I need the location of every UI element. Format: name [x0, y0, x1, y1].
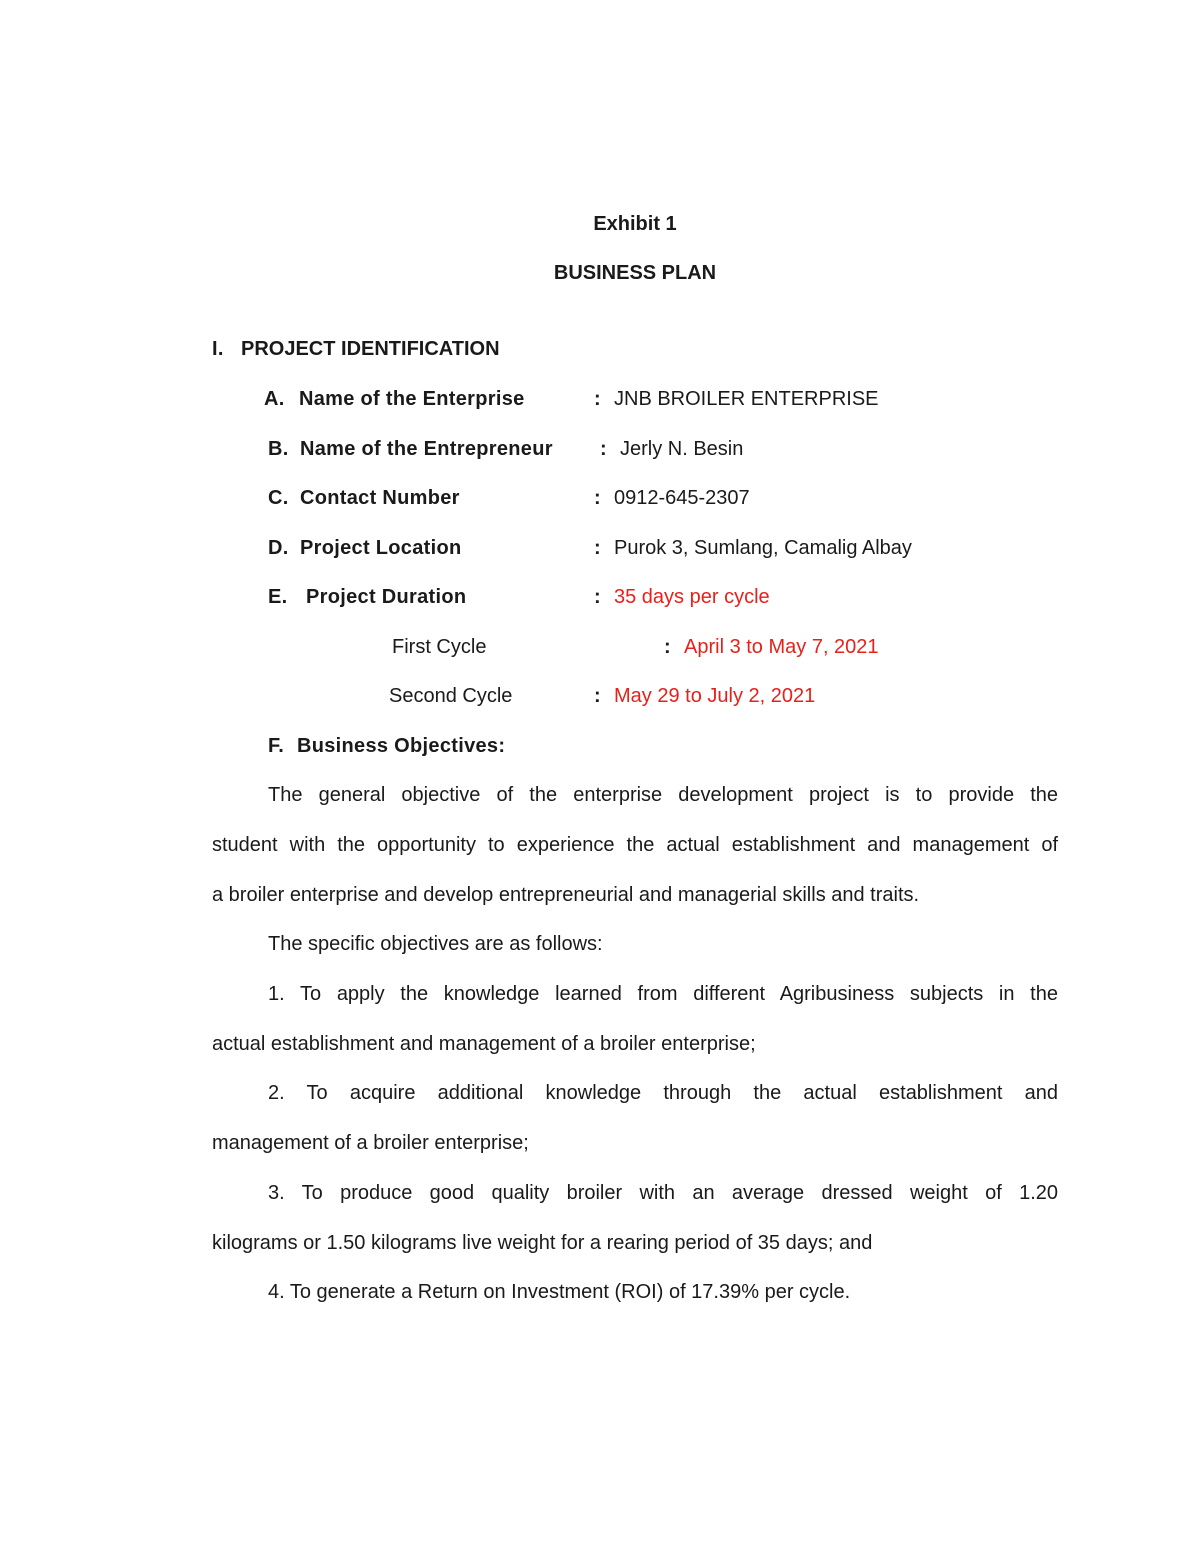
- item-value-location: Purok 3, Sumlang, Camalig Albay: [614, 537, 912, 559]
- item-colon-d: :: [594, 537, 601, 559]
- item-label-entrepreneur: Name of the Entrepreneur: [300, 438, 553, 460]
- section-title: PROJECT IDENTIFICATION: [241, 338, 500, 360]
- item-colon-c: :: [594, 487, 601, 509]
- cycle-colon-first: :: [664, 636, 671, 658]
- cycle-colon-second: :: [594, 685, 601, 707]
- item-colon-e: :: [594, 586, 601, 608]
- item-label-contact: Contact Number: [300, 487, 460, 509]
- item-label-location: Project Location: [300, 537, 462, 559]
- item-colon-a: :: [594, 388, 601, 410]
- paragraph-line: 1. To apply the knowledge learned from different Agribusiness subjects in the: [268, 983, 1058, 1005]
- section-number: I.: [212, 338, 224, 360]
- cycle-value-second: May 29 to July 2, 2021: [614, 685, 816, 707]
- paragraph-line: a broiler enterprise and develop entrepreneurial and managerial skills and traits.: [212, 884, 920, 906]
- cycle-label-first: First Cycle: [392, 636, 487, 658]
- paragraph-line: management of a broiler enterprise;: [212, 1132, 529, 1154]
- general-objective-paragraph: [212, 770, 1058, 920]
- specific-objectives-intro: The specific objectives are as follows:: [268, 933, 603, 955]
- item-letter-d: D.: [268, 537, 289, 559]
- paragraph-line: actual establishment and management of a broiler enterprise;: [212, 1033, 756, 1055]
- objective-item-3: [212, 1168, 1058, 1268]
- paragraph-line: The general objective of the enterprise development project is to provide the: [268, 784, 1058, 806]
- item-label-enterprise: Name of the Enterprise: [299, 388, 525, 410]
- item-value-entrepreneur: Jerly N. Besin: [620, 438, 744, 460]
- item-value-enterprise: JNB BROILER ENTERPRISE: [614, 388, 879, 410]
- document-title: BUSINESS PLAN: [553, 262, 717, 284]
- objective-item-1: [212, 969, 1058, 1069]
- paragraph-line: 4. To generate a Return on Investment (ROI) of 17.39% per cycle.: [268, 1281, 851, 1303]
- item-label-duration: Project Duration: [306, 586, 467, 608]
- paragraph-line: student with the opportunity to experience the actual establishment and management of: [212, 834, 1058, 856]
- objective-item-4: [212, 1267, 1058, 1317]
- paragraph-line: kilograms or 1.50 kilograms live weight for a rearing period of 35 days; and: [212, 1232, 873, 1254]
- item-value-duration: 35 days per cycle: [614, 586, 770, 608]
- paragraph-line: 2. To acquire additional knowledge through the actual establishment and: [268, 1082, 1058, 1104]
- cycle-value-first: April 3 to May 7, 2021: [684, 636, 879, 658]
- exhibit-label: Exhibit 1: [593, 213, 677, 235]
- item-letter-b: B.: [268, 438, 289, 460]
- objectives-heading: Business Objectives:: [297, 735, 506, 757]
- objectives-letter: F.: [268, 735, 285, 757]
- item-letter-e: E.: [268, 586, 288, 608]
- objective-item-2: [212, 1068, 1058, 1168]
- item-letter-a: A.: [264, 388, 285, 410]
- item-colon-b: :: [600, 438, 607, 460]
- item-letter-c: C.: [268, 487, 289, 509]
- cycle-label-second: Second Cycle: [389, 685, 513, 707]
- item-value-contact: 0912-645-2307: [614, 487, 750, 509]
- paragraph-line: 3. To produce good quality broiler with an average dressed weight of 1.20: [268, 1182, 1058, 1204]
